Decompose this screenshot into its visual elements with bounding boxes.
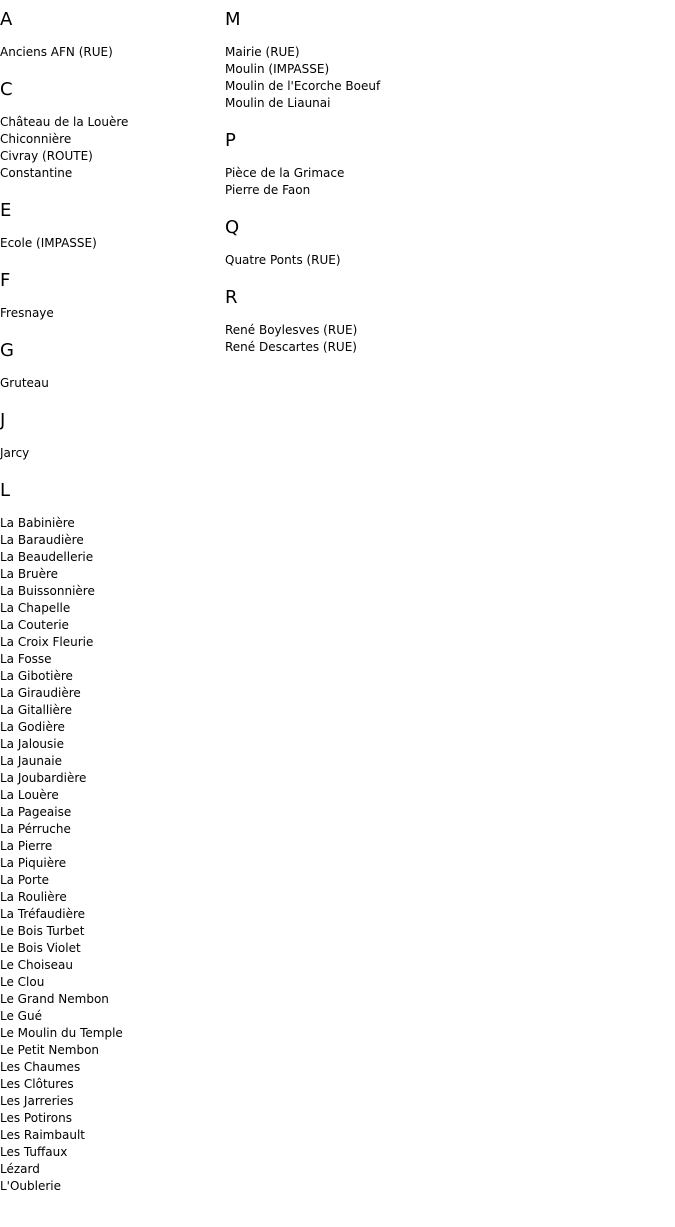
street-link[interactable]: La Beaudellerie bbox=[0, 550, 94, 564]
street-link[interactable]: La Gibotière bbox=[0, 669, 73, 683]
street-link[interactable]: Les Chaumes bbox=[0, 1060, 81, 1074]
street-list bbox=[225, 322, 525, 356]
street-link[interactable]: La Buissonnière bbox=[0, 584, 95, 598]
street-link[interactable]: Les Clôtures bbox=[0, 1077, 74, 1091]
street-link[interactable]: Ecole (IMPASSE) bbox=[0, 236, 97, 250]
street-link[interactable]: Gruteau bbox=[0, 376, 49, 390]
street-link[interactable]: La Joubardière bbox=[0, 771, 87, 785]
street-link[interactable]: Le Choiseau bbox=[0, 958, 73, 972]
letter-heading: L bbox=[0, 480, 11, 501]
street-link[interactable]: La Pierre bbox=[0, 839, 53, 853]
street-list bbox=[0, 114, 220, 182]
street-link[interactable]: Le Petit Nembon bbox=[0, 1043, 100, 1057]
street-link[interactable]: La Babinière bbox=[0, 516, 75, 530]
street-link[interactable]: Les Raimbault bbox=[0, 1128, 85, 1142]
street-link[interactable]: La Croix Fleurie bbox=[0, 635, 94, 649]
street-link[interactable]: Quatre Ponts (RUE) bbox=[225, 253, 341, 267]
street-link[interactable]: Moulin de Liaunai bbox=[225, 96, 331, 110]
street-link[interactable]: La Chapelle bbox=[0, 601, 71, 615]
letter-heading: J bbox=[0, 410, 6, 431]
letter-heading: G bbox=[0, 340, 14, 361]
street-link[interactable]: La Fosse bbox=[0, 652, 52, 666]
letter-heading: P bbox=[225, 130, 236, 151]
letter-group-a bbox=[0, 8, 220, 61]
letter-heading: A bbox=[0, 9, 13, 30]
letter-group-r bbox=[225, 286, 525, 356]
street-list bbox=[225, 165, 525, 199]
street-link[interactable]: René Boylesves (RUE) bbox=[225, 323, 358, 337]
letter-group-j bbox=[0, 409, 220, 462]
street-link[interactable]: Les Jarreries bbox=[0, 1094, 74, 1108]
letter-group-g bbox=[0, 339, 220, 392]
street-link[interactable]: La Bruère bbox=[0, 567, 59, 581]
letter-heading: C bbox=[0, 79, 13, 100]
street-link[interactable]: Moulin de l'Ecorche Boeuf bbox=[225, 79, 381, 93]
street-link[interactable]: La Louère bbox=[0, 788, 59, 802]
street-link[interactable]: René Descartes (RUE) bbox=[225, 340, 357, 354]
street-link[interactable]: La Piquière bbox=[0, 856, 67, 870]
street-link[interactable]: Lézard bbox=[0, 1162, 40, 1176]
street-list bbox=[0, 305, 220, 322]
street-link[interactable]: La Jaunaie bbox=[0, 754, 63, 768]
street-link[interactable]: Les Tuffaux bbox=[0, 1145, 68, 1159]
street-link[interactable]: Le Bois Violet bbox=[0, 941, 81, 955]
street-link[interactable]: Pierre de Faon bbox=[225, 183, 311, 197]
street-link[interactable]: La Giraudière bbox=[0, 686, 81, 700]
street-link[interactable]: La Porte bbox=[0, 873, 50, 887]
street-link[interactable]: La Baraudière bbox=[0, 533, 84, 547]
letter-group-p bbox=[225, 129, 525, 199]
street-list bbox=[0, 235, 220, 252]
street-link[interactable]: La Gitallière bbox=[0, 703, 72, 717]
street-list bbox=[0, 375, 220, 392]
street-link[interactable]: Civray (ROUTE) bbox=[0, 149, 93, 163]
letter-heading: R bbox=[225, 287, 238, 308]
letter-heading: F bbox=[0, 270, 11, 291]
street-link[interactable]: Jarcy bbox=[0, 446, 30, 460]
street-link[interactable]: Mairie (RUE) bbox=[225, 45, 300, 59]
street-link[interactable]: Pièce de la Grimace bbox=[225, 166, 345, 180]
street-list bbox=[0, 515, 220, 1195]
street-link[interactable]: Anciens AFN (RUE) bbox=[0, 45, 113, 59]
street-link[interactable]: La Couterie bbox=[0, 618, 69, 632]
street-link[interactable]: Le Moulin du Temple bbox=[0, 1026, 123, 1040]
street-link[interactable]: Le Gué bbox=[0, 1009, 42, 1023]
street-link[interactable]: Fresnaye bbox=[0, 306, 54, 320]
street-link[interactable]: La Tréfaudière bbox=[0, 907, 86, 921]
street-link[interactable]: La Pérruche bbox=[0, 822, 71, 836]
street-list bbox=[0, 445, 220, 462]
street-list bbox=[225, 252, 525, 269]
letter-group-e bbox=[0, 199, 220, 252]
street-list bbox=[0, 44, 220, 61]
letter-group-q bbox=[225, 216, 525, 269]
street-link[interactable]: Le Grand Nembon bbox=[0, 992, 109, 1006]
street-list bbox=[225, 44, 525, 112]
letter-group-l bbox=[0, 479, 220, 1195]
street-link[interactable]: Chiconnière bbox=[0, 132, 72, 146]
street-link[interactable]: Le Clou bbox=[0, 975, 45, 989]
street-link[interactable]: Les Potirons bbox=[0, 1111, 72, 1125]
letter-heading: M bbox=[225, 9, 241, 30]
street-link[interactable]: La Jalousie bbox=[0, 737, 64, 751]
street-link[interactable]: Constantine bbox=[0, 166, 73, 180]
street-link[interactable]: La Godière bbox=[0, 720, 65, 734]
street-link[interactable]: Château de la Louère bbox=[0, 115, 129, 129]
street-link[interactable]: L'Oublerie bbox=[0, 1179, 62, 1193]
street-link[interactable]: La Pageaise bbox=[0, 805, 72, 819]
letter-heading: Q bbox=[225, 217, 240, 238]
letter-heading: E bbox=[0, 200, 12, 221]
street-index-left-column bbox=[0, 8, 220, 1212]
street-link[interactable]: La Roulière bbox=[0, 890, 67, 904]
street-link[interactable]: Moulin (IMPASSE) bbox=[225, 62, 330, 76]
street-index-right-column bbox=[225, 8, 525, 373]
letter-group-m bbox=[225, 8, 525, 112]
letter-group-c bbox=[0, 78, 220, 182]
street-link[interactable]: Le Bois Turbet bbox=[0, 924, 85, 938]
letter-group-f bbox=[0, 269, 220, 322]
